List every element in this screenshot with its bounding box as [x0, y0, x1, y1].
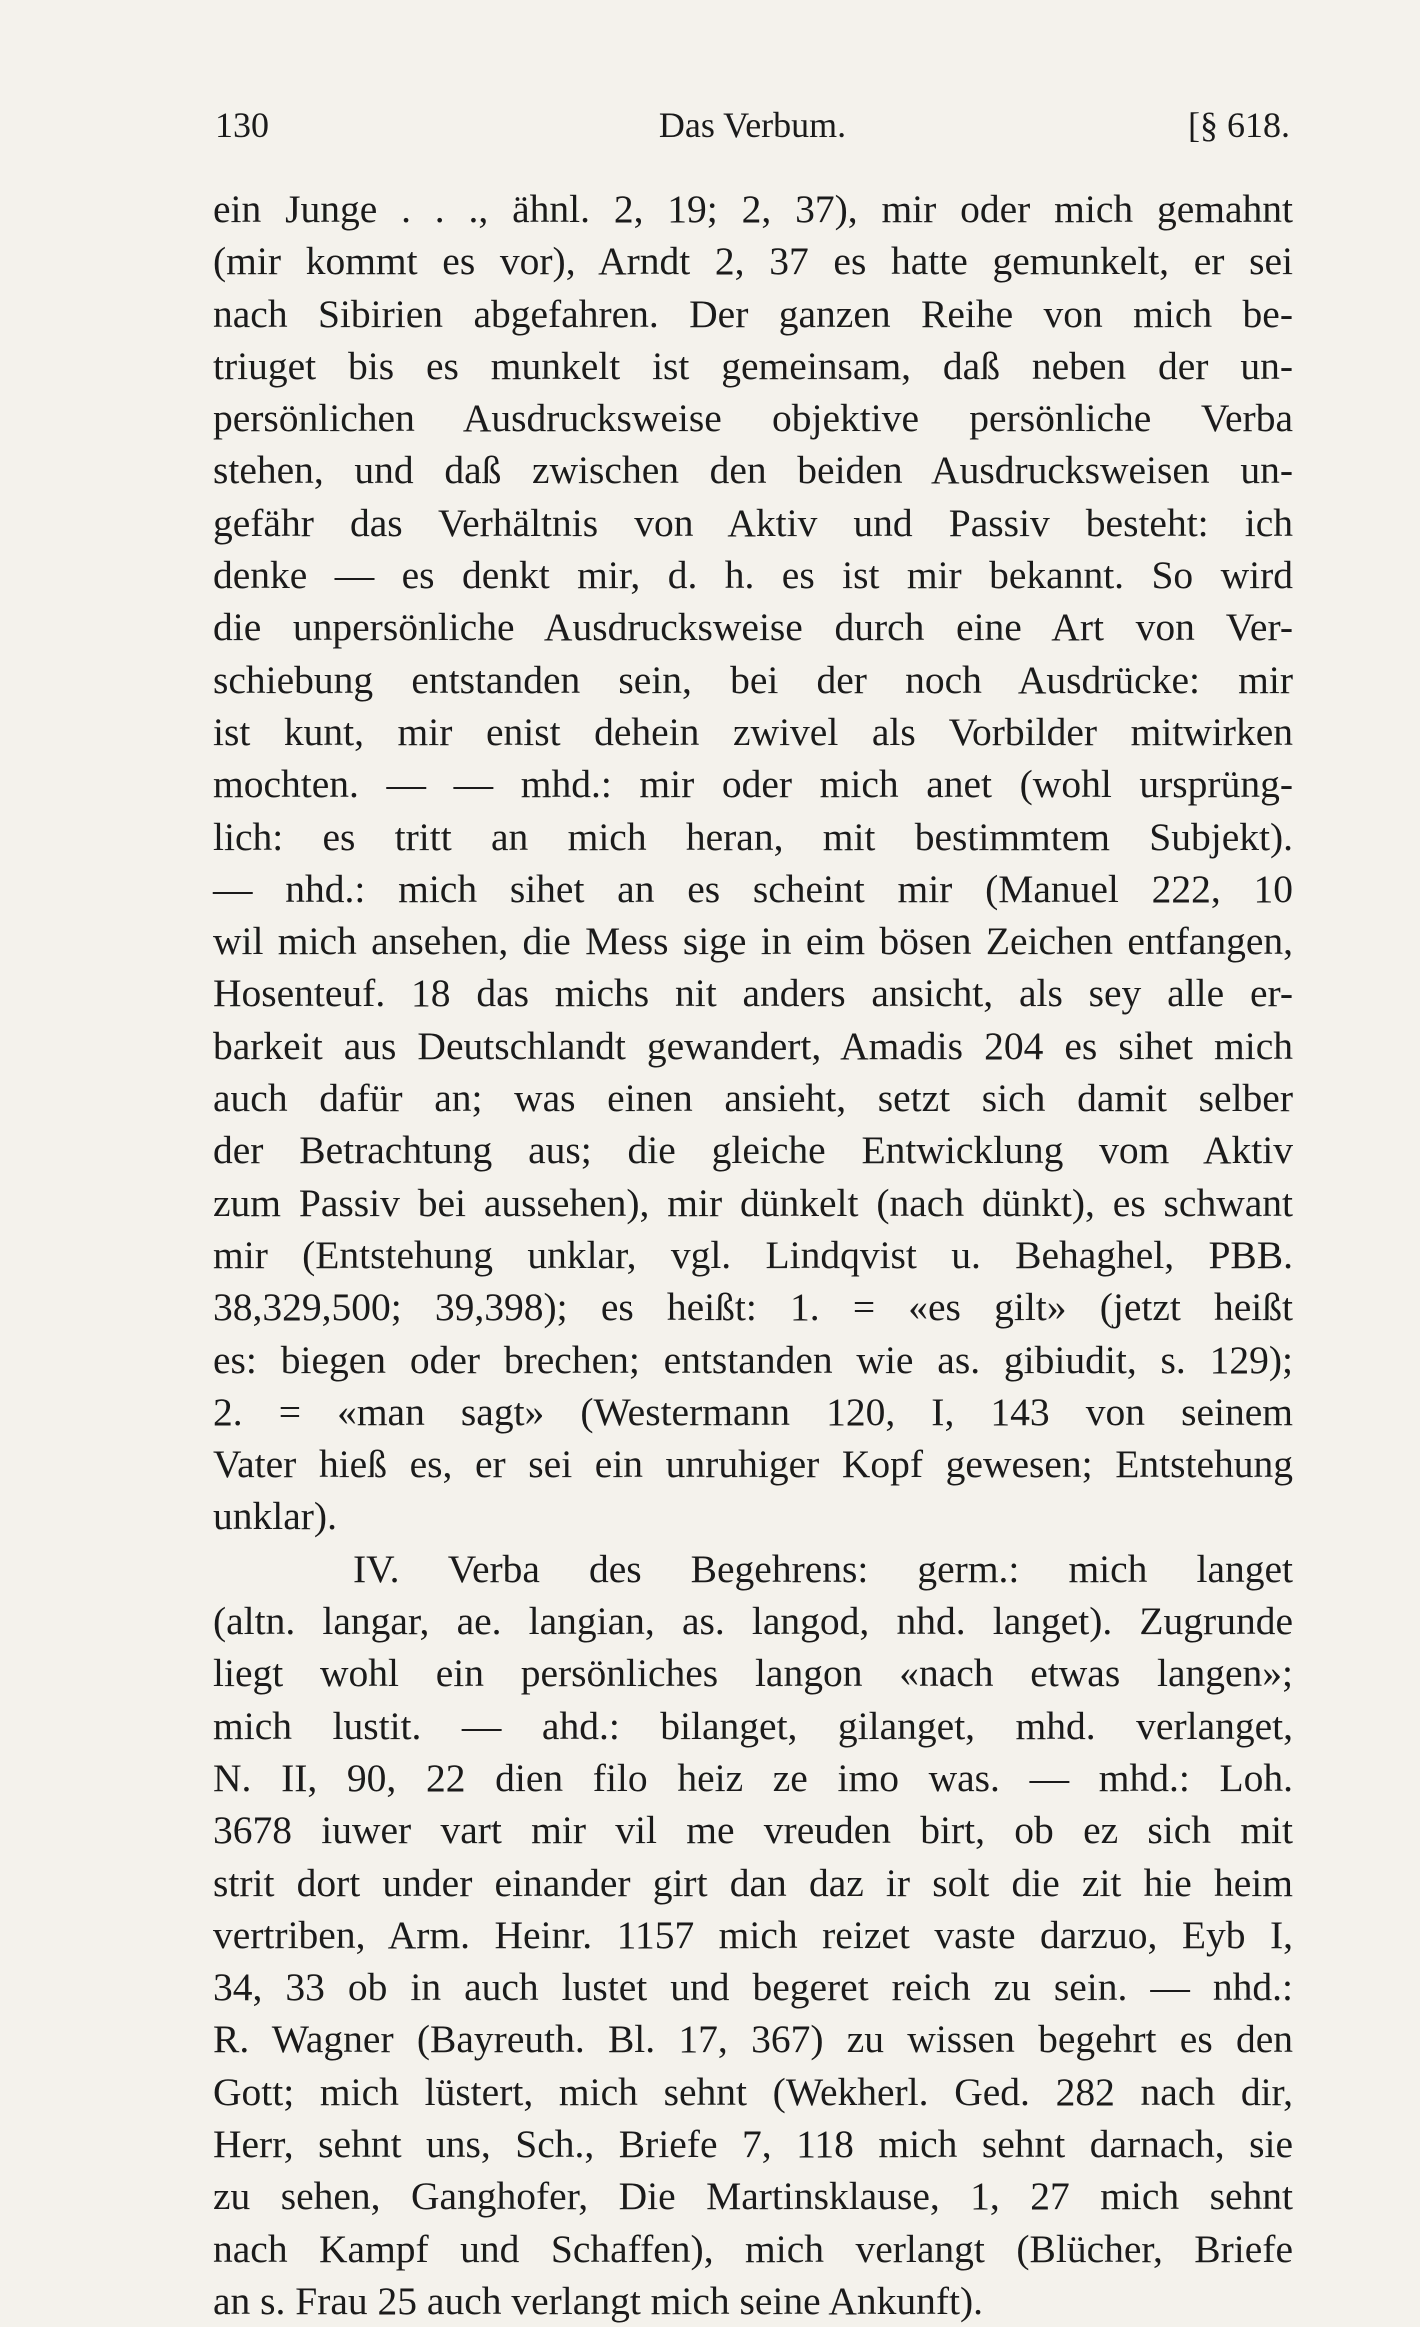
text-line: nach Kampf und Schaffen), mich verlangt (Blücher, Briefe: [213, 2226, 1293, 2271]
text-line: Gott; mich lüstert, mich sehnt (Wekherl. Ged. 282 nach dir,: [213, 2069, 1293, 2114]
text-line: triuget bis es munkelt ist gemeinsam, daß neben der un-: [213, 343, 1293, 388]
text-line: persönlichen Ausdrucksweise objektive persönliche Verba: [213, 396, 1293, 441]
text-line: zu sehen, Ganghofer, Die Martinsklause, 1, 27 mich sehnt: [213, 2174, 1293, 2219]
text-line: ein Junge . . ., ähnl. 2, 19; 2, 37), mir oder mich gemahnt: [213, 187, 1293, 231]
paragraph-last-line: an s. Frau 25 auch verlangt mich seine Ankunft).: [213, 2278, 984, 2323]
running-header: [215, 100, 1290, 150]
text-line: 38,329,500; 39,398); es heißt: 1. = «es gilt» (jetzt heißt: [213, 1285, 1293, 1330]
text-line: R. Wagner (Bayreuth. Bl. 17, 367) zu wissen begehrt es den: [213, 2017, 1293, 2062]
text-line: (altn. langar, ae. langian, as. langod, nhd. langet). Zugrunde: [213, 1599, 1293, 1644]
running-title: Das Verbum.: [658, 105, 847, 145]
text-line: nach Sibirien abgefahren. Der ganzen Reihe von mich be-: [213, 291, 1293, 336]
text-line: die unpersönliche Ausdrucksweise durch eine Art von Ver-: [213, 605, 1293, 650]
text-line: Hosenteuf. 18 das michs nit anders ansicht, als sey alle er-: [213, 971, 1293, 1016]
text-line: auch dafür an; was einen ansieht, setzt sich damit selber: [213, 1076, 1293, 1121]
text-line: — nhd.: mich sihet an es scheint mir (Manuel 222, 10: [213, 866, 1293, 911]
text-line: denke — es denkt mir, d. h. es ist mir bekannt. So wird: [213, 553, 1293, 598]
paragraph-last-line: unklar).: [213, 1494, 337, 1539]
text-line: barkeit aus Deutschlandt gewandert, Amadis 204 es sihet mich: [213, 1023, 1293, 1068]
text-line: strit dort under einander girt dan daz ir solt die zit hie heim: [213, 1860, 1293, 1905]
text-line: gefähr das Verhältnis von Aktiv und Passiv besteht: ich: [213, 500, 1293, 545]
paragraph-start-line: IV. Verba des Begehrens: germ.: mich langet: [353, 1546, 1293, 1591]
text-line: mochten. — — mhd.: mir oder mich anet (wohl ursprüng-: [213, 762, 1293, 807]
text-line: lich: es tritt an mich heran, mit bestimmtem Subjekt).: [213, 814, 1293, 859]
text-line: (mir kommt es vor), Arndt 2, 37 es hatte gemunkelt, er sei: [213, 239, 1293, 284]
text-line: liegt wohl ein persönliches langon «nach etwas langen»;: [213, 1651, 1293, 1696]
text-line: zum Passiv bei aussehen), mir dünkelt (nach dünkt), es schwant: [213, 1180, 1293, 1225]
text-line: ist kunt, mir enist dehein zwivel als Vorbilder mitwirken: [213, 709, 1293, 754]
text-line: Herr, sehnt uns, Sch., Briefe 7, 118 mich sehnt darnach, sie: [213, 2121, 1293, 2166]
body-text: [213, 183, 1293, 2327]
text-line: 2. = «man sagt» (Westermann 120, I, 143 von seinem: [213, 1389, 1293, 1434]
text-line: schiebung entstanden sein, bei der noch Ausdrücke: mir: [213, 657, 1293, 702]
text-line: mich lustit. — ahd.: bilanget, gilanget, mhd. verlanget,: [213, 1703, 1293, 1748]
text-line: stehen, und daß zwischen den beiden Ausdrucksweisen un-: [213, 448, 1293, 493]
page-number: 130: [215, 105, 269, 145]
text-line: vertriben, Arm. Heinr. 1157 mich reizet vaste darzuo, Eyb I,: [213, 1912, 1293, 1957]
section-reference: [§ 618.: [1188, 105, 1290, 145]
text-line: der Betrachtung aus; die gleiche Entwicklung vom Aktiv: [213, 1128, 1293, 1173]
text-line: Vater hieß es, er sei ein unruhiger Kopf gewesen; Entstehung: [213, 1442, 1293, 1487]
text-line: N. II, 90, 22 dien filo heiz ze imo was. — mhd.: Loh.: [213, 1755, 1293, 1800]
text-line: es: biegen oder brechen; entstanden wie as. gibiudit, s. 129);: [213, 1337, 1293, 1382]
text-line: mir (Entstehung unklar, vgl. Lindqvist u. Behaghel, PBB.: [213, 1232, 1293, 1277]
text-line: 3678 iuwer vart mir vil me vreuden birt, ob ez sich mit: [213, 1808, 1293, 1853]
text-line: wil mich ansehen, die Mess sige in eim bösen Zeichen entfangen,: [213, 919, 1293, 964]
text-line: 34, 33 ob in auch lustet und begeret reich zu sein. — nhd.:: [213, 1965, 1293, 2010]
